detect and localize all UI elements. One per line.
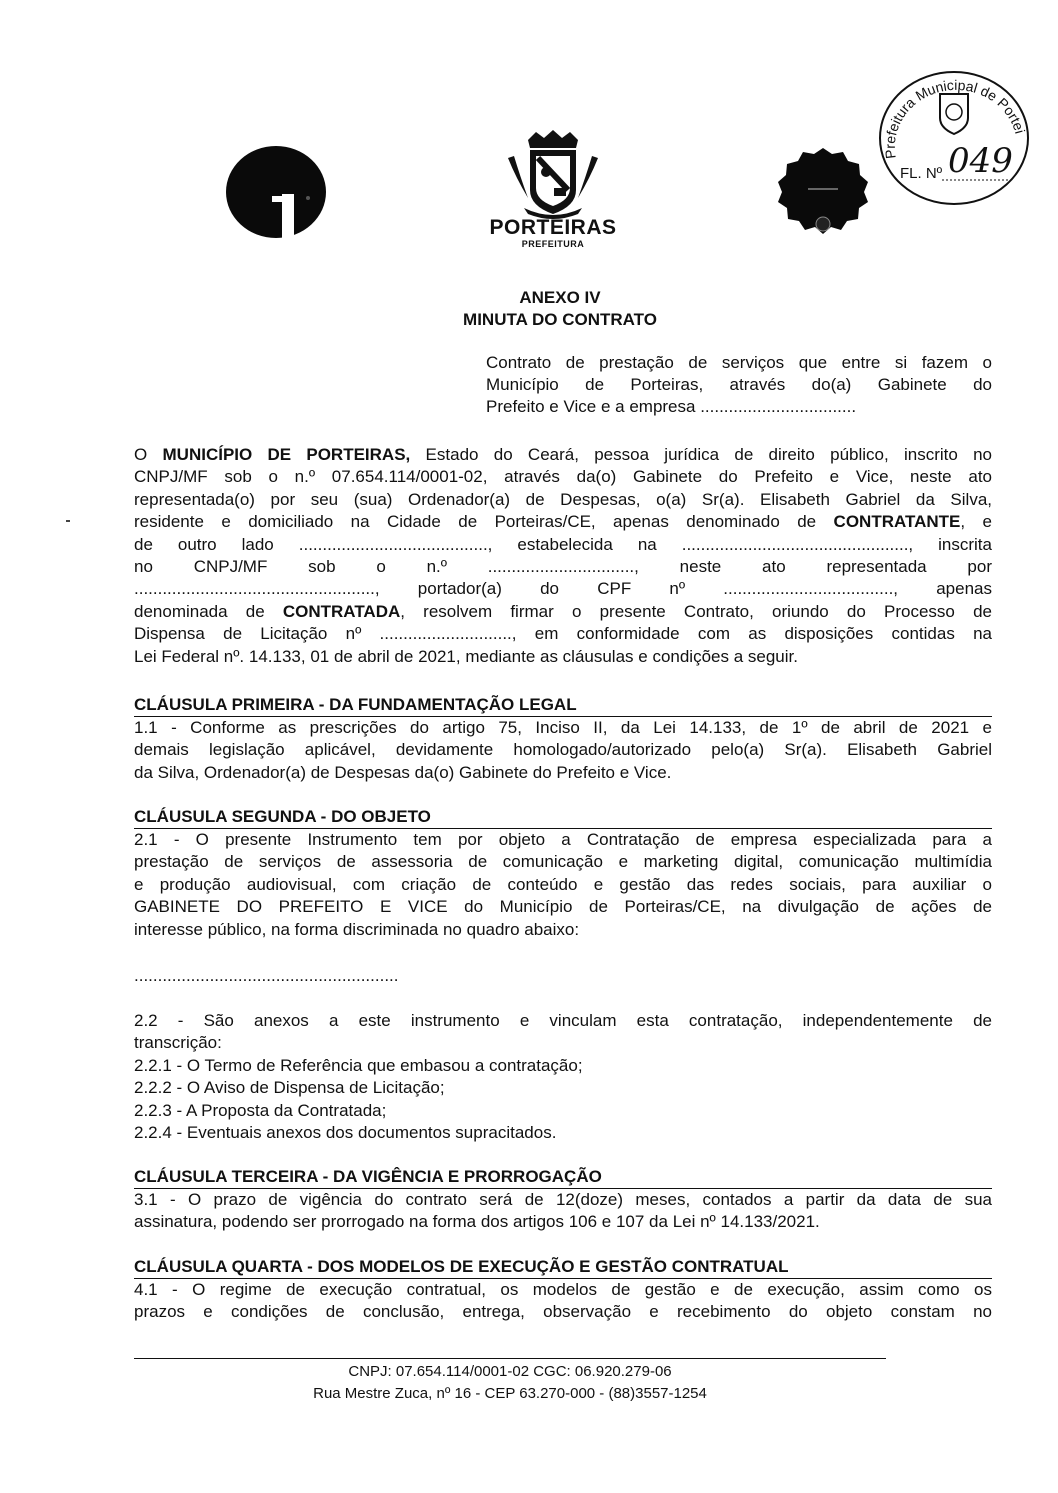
preamble-line: representada(o) por seu (sua) Ordenador(a) de Despesas, o(a) Sr(a). Elisabeth Gabriel da Silva, <box>134 489 992 509</box>
annex-list-item: 2.2.1 - O Termo de Referência que embasou a contratação; <box>134 1055 583 1075</box>
clause-line: assinatura, podendo ser prorrogado na forma dos artigos 106 e 107 da Lei nº 14.133/2021. <box>134 1212 820 1232</box>
contract-draft-title: MINUTA DO CONTRATO <box>463 310 657 329</box>
clause-first-title: CLÁUSULA PRIMEIRA - DA FUNDAMENTAÇÃO LEGAL <box>134 694 992 717</box>
clause-second-annexes <box>134 1010 992 1144</box>
clause-line: 1.1 - Conforme as prescrições do artigo 75, Inciso II, da Lei 14.133, de 1º de abril de 2021 e <box>134 718 992 737</box>
preamble-line: de outro lado ........................................, estabelecida na ................................................, inscrita <box>134 534 992 554</box>
clause-line: 2.1 - O presente Instrumento tem por objeto a Contratação de empresa especializada para a <box>134 830 992 849</box>
annex-title: ANEXO IV <box>519 288 601 307</box>
brand-subtitle: PREFEITURA <box>521 239 585 249</box>
clause-line: e produção audiovisual, com criação de conteúdo e gestão das redes sociais, para auxiliar o <box>134 874 992 894</box>
clause-fourth-title: CLÁUSULA QUARTA - DOS MODELOS DE EXECUÇÃO E GESTÃO CONTRATUAL <box>134 1256 992 1279</box>
preamble-paragraph <box>134 444 992 668</box>
clause-line: prazos e condições de conclusão, entrega, observação e recebimento do objeto constam no <box>134 1302 992 1322</box>
preamble-line: denominada de CONTRATADA, resolvem firmar o presente Contrato, oriundo do Processo de <box>134 601 992 621</box>
annex-list-item: 2.2.2 - O Aviso de Dispensa de Licitação; <box>134 1078 445 1098</box>
contract-summary <box>486 352 992 418</box>
preamble-line: Lei Federal nº. 14.133, 01 de abril de 2021, mediante as cláusulas e condições a seguir. <box>134 646 798 666</box>
clause-line: demais legislação aplicável, devidamente homologado/autorizado pelo(a) Sr(a). Elisabeth Gabriel <box>134 740 992 760</box>
clause-line: GABINETE DO PREFEITO E VICE do Município de Porteiras/CE, na divulgação de ações de <box>134 897 992 917</box>
clause-second <box>134 806 992 941</box>
municipal-folio-stamp <box>874 66 1032 206</box>
summary-line: Prefeito e Vice e a empresa ................................. <box>486 397 857 416</box>
clause-line: 4.1 - O regime de execução contratual, os modelos de gestão e de execução, assim como os <box>134 1280 992 1299</box>
clause-line: transcrição: <box>134 1033 222 1053</box>
document-title-block <box>330 287 790 331</box>
clause-third <box>134 1166 992 1234</box>
preamble-line: Dispensa de Licitação nº ............................, em conformidade com as disposições contidas na <box>134 624 992 644</box>
clause-line: da Silva, Ordenador(a) de Despesas da(o) Gabinete do Prefeito e Vice. <box>134 762 672 782</box>
annex-list-item: 2.2.4 - Eventuais anexos dos documentos supracitados. <box>134 1123 557 1143</box>
annex-list-item: 2.2.3 - A Proposta da Contratada; <box>134 1100 387 1120</box>
summary-line: Contrato de prestação de serviços que entre si fazem o <box>486 353 992 372</box>
margin-mark <box>66 520 70 522</box>
clause-second-title: CLÁUSULA SEGUNDA - DO OBJETO <box>134 806 992 829</box>
clause-line: 3.1 - O prazo de vigência do contrato será de 12(doze) meses, contados a partir da data de sua <box>134 1190 992 1209</box>
footer <box>134 1361 886 1405</box>
preamble-line: residente e domiciliado na Cidade de Porteiras/CE, apenas denominado de CONTRATANTE, e <box>134 512 992 532</box>
right-seal-logo <box>768 144 878 238</box>
clause-line: prestação de serviços de assessoria de comunicação e marketing digital, comunicação multimídia <box>134 852 992 872</box>
clause-first <box>134 694 992 784</box>
clause-third-title: CLÁUSULA TERCEIRA - DA VIGÊNCIA E PRORROGAÇÃO <box>134 1166 992 1189</box>
left-emblem-logo <box>222 142 330 242</box>
clause-line: interesse público, na forma discriminada no quadro abaixo: <box>134 919 580 939</box>
preamble-line: CNPJ/MF sob o n.º 07.654.114/0001-02, através da(o) Gabinete do Prefeito e Vice, neste ato <box>134 467 992 487</box>
footer-registration: CNPJ: 07.654.114/0001-02 CGC: 06.920.279-06 <box>348 1363 672 1380</box>
stamp-folio-label: FL. Nº <box>900 165 943 182</box>
footer-divider <box>134 1358 886 1359</box>
stamp-folio-number: 049 <box>948 141 1013 181</box>
preamble-line: O MUNICÍPIO DE PORTEIRAS, Estado do Ceará, pessoa jurídica de direito público, inscrito no <box>134 445 992 464</box>
footer-address: Rua Mestre Zuca, nº 16 - CEP 63.270-000 - (88)3557-1254 <box>313 1385 707 1402</box>
summary-line: Município de Porteiras, através do(a) Gabinete do <box>486 375 992 394</box>
clause-fourth <box>134 1256 992 1324</box>
clause-line: 2.2 - São anexos a este instrumento e vinculam esta contratação, independentemente de <box>134 1011 992 1030</box>
preamble-line: ..................................................., portador(a) do CPF nº ...................................., apenas <box>134 579 992 599</box>
object-table-placeholder: ........................................................ <box>134 966 399 985</box>
stamp-arc-text: Prefeitura Municipal de Portei <box>881 76 1029 160</box>
preamble-line: no CNPJ/MF sob o n.º ..............................., neste ato representada por <box>134 557 992 577</box>
porteiras-coat-of-arms-logo <box>478 128 628 258</box>
brand-name: PORTEIRAS <box>489 216 617 239</box>
